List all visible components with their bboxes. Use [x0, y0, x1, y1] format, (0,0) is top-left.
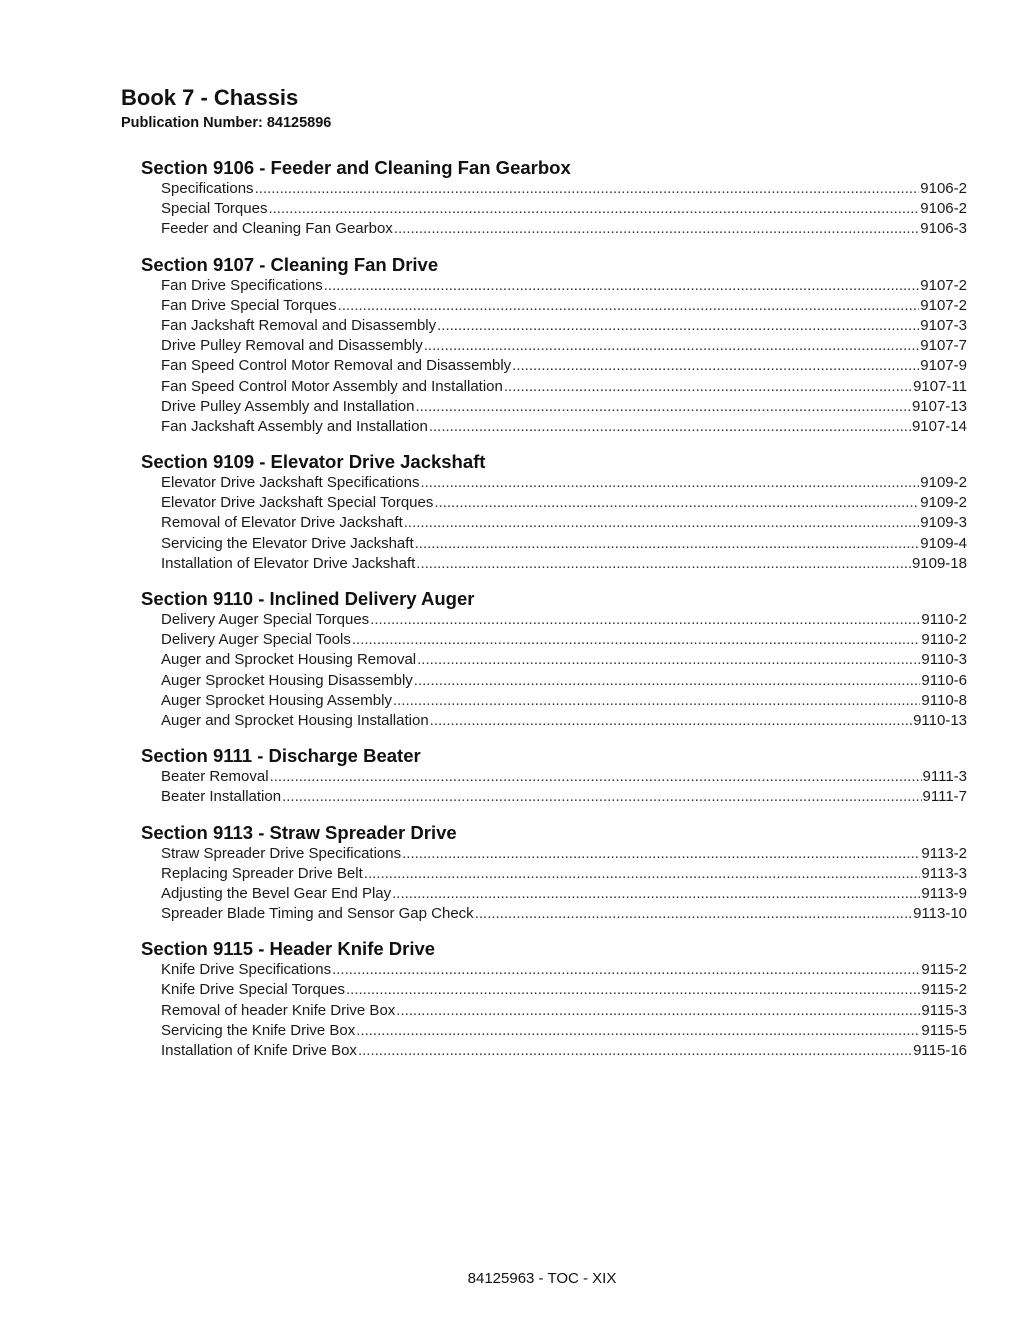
dot-leader — [358, 1041, 912, 1061]
toc-entry — [161, 671, 967, 691]
entry-page-number: 9113-9 — [921, 884, 967, 902]
toc-section — [141, 450, 967, 574]
entry-label: Elevator Drive Jackshaft Specifications — [161, 474, 420, 492]
toc-entry — [161, 554, 967, 574]
entry-label: Special Torques — [161, 200, 268, 218]
toc-entry — [161, 296, 967, 316]
dot-leader — [352, 630, 921, 650]
entry-page-number: 9113-3 — [921, 864, 967, 882]
toc-section — [141, 587, 967, 731]
entry-page-number: 9115-5 — [921, 1021, 967, 1039]
dot-leader — [402, 844, 920, 864]
entry-label: Adjusting the Bevel Gear End Play — [161, 884, 392, 902]
entry-label: Beater Removal — [161, 768, 269, 786]
dot-leader — [324, 276, 920, 296]
toc-entry — [161, 610, 967, 630]
toc-entry — [161, 534, 967, 554]
section-title: Section 9113 - Straw Spreader Drive — [141, 821, 457, 843]
toc-entry — [161, 417, 967, 437]
entry-page-number: 9107-2 — [920, 296, 967, 314]
toc-entry — [161, 356, 967, 376]
dot-leader — [370, 610, 920, 630]
publication-number: Publication Number: 84125896 — [121, 115, 332, 131]
section-entries — [141, 473, 967, 574]
toc-entry — [161, 960, 967, 980]
dot-leader — [430, 711, 912, 731]
toc-entry — [161, 219, 967, 239]
dot-leader — [424, 336, 920, 356]
entry-page-number: 9110-13 — [913, 711, 967, 729]
toc-entry — [161, 473, 967, 493]
toc-section — [141, 937, 967, 1061]
toc-section — [141, 821, 967, 925]
dot-leader — [396, 1001, 920, 1021]
entry-label: Specifications — [161, 180, 254, 197]
entry-label: Fan Drive Special Torques — [161, 296, 337, 314]
entry-label: Servicing the Knife Drive Box — [161, 1021, 356, 1039]
entry-page-number: 9107-9 — [920, 357, 967, 375]
toc-entry — [161, 1001, 967, 1021]
entry-label: Delivery Auger Special Tools — [161, 631, 351, 649]
entry-label: Fan Jackshaft Removal and Disassembly — [161, 316, 437, 334]
entry-page-number: 9109-18 — [911, 554, 967, 572]
entry-page-number: 9115-2 — [921, 961, 967, 979]
dot-leader — [504, 377, 912, 397]
dot-leader — [416, 554, 911, 574]
toc-entry — [161, 397, 967, 417]
section-title: Section 9115 - Header Knife Drive — [141, 938, 436, 960]
entry-page-number: 9107-13 — [911, 397, 967, 415]
entry-page-number: 9109-4 — [920, 534, 967, 552]
toc-entry — [161, 513, 967, 533]
dot-leader — [420, 473, 919, 493]
entry-label: Fan Jackshaft Assembly and Installation — [161, 417, 428, 435]
entry-page-number: 9111-7 — [922, 788, 967, 806]
dot-leader — [255, 179, 920, 199]
toc-entry — [161, 864, 967, 884]
section-entries — [141, 960, 967, 1061]
dot-leader — [270, 767, 922, 787]
dot-leader — [392, 884, 920, 904]
entry-label: Beater Installation — [161, 788, 282, 806]
entry-page-number: 9107-11 — [913, 377, 967, 395]
toc-entry — [161, 276, 967, 296]
entry-label: Feeder and Cleaning Fan Gearbox — [161, 220, 393, 238]
toc-entry — [161, 844, 967, 864]
entry-label: Auger and Sprocket Housing Removal — [161, 651, 417, 669]
section-entries — [141, 844, 967, 925]
entry-label: Delivery Auger Special Torques — [161, 611, 370, 628]
toc-entry — [161, 493, 967, 513]
toc-section — [141, 156, 967, 240]
toc-entry — [161, 199, 967, 219]
dot-leader — [475, 904, 912, 924]
entry-page-number: 9106-3 — [920, 220, 967, 238]
entry-label: Fan Speed Control Motor Removal and Disassembly — [161, 357, 512, 375]
entry-page-number: 9110-6 — [921, 671, 967, 689]
toc-entry — [161, 377, 967, 397]
dot-leader — [437, 316, 919, 336]
entry-label: Fan Drive Specifications — [161, 276, 323, 294]
section-entries — [141, 179, 967, 240]
entry-label: Auger Sprocket Housing Disassembly — [161, 671, 413, 689]
entry-page-number: 9113-10 — [913, 905, 967, 923]
footer-text: 84125963 - TOC - XIX — [467, 1270, 617, 1287]
dot-leader — [364, 864, 921, 884]
entry-page-number: 9110-8 — [921, 691, 967, 709]
toc-entry — [161, 884, 967, 904]
section-title: Section 9107 - Cleaning Fan Drive — [141, 253, 439, 275]
dot-leader — [404, 513, 920, 533]
dot-leader — [415, 534, 920, 554]
dot-leader — [417, 650, 920, 670]
entry-label: Removal of Elevator Drive Jackshaft — [161, 514, 403, 532]
entry-label: Auger Sprocket Housing Assembly — [161, 691, 392, 709]
entry-page-number: 9110-2 — [921, 611, 967, 628]
toc-entry — [161, 980, 967, 1000]
toc-section — [141, 744, 967, 807]
entry-label: Knife Drive Specifications — [161, 961, 332, 979]
dot-leader — [346, 980, 920, 1000]
entry-page-number: 9111-3 — [922, 768, 967, 786]
dot-leader — [434, 493, 919, 513]
entry-page-number: 9110-2 — [921, 631, 967, 649]
toc-entry — [161, 904, 967, 924]
dot-leader — [393, 691, 920, 711]
entry-label: Knife Drive Special Torques — [161, 981, 345, 999]
section-entries — [141, 276, 967, 438]
entry-label: Fan Speed Control Motor Assembly and Installation — [161, 377, 503, 395]
dot-leader — [356, 1021, 920, 1041]
entry-label: Drive Pulley Assembly and Installation — [161, 397, 415, 415]
section-entries — [141, 767, 967, 807]
section-title: Section 9111 - Discharge Beater — [141, 745, 421, 767]
entry-page-number: 9115-3 — [921, 1001, 967, 1019]
entry-page-number: 9107-3 — [920, 316, 967, 334]
entry-label: Removal of header Knife Drive Box — [161, 1001, 396, 1019]
toc-entry — [161, 650, 967, 670]
dot-leader — [268, 199, 919, 219]
dot-leader — [415, 397, 910, 417]
toc-entry — [161, 1021, 967, 1041]
section-entries — [141, 610, 967, 731]
toc-entry — [161, 1041, 967, 1061]
entry-label: Straw Spreader Drive Specifications — [161, 844, 402, 862]
entry-page-number: 9109-2 — [920, 474, 967, 492]
entry-page-number: 9115-16 — [913, 1042, 967, 1059]
entry-page-number: 9109-2 — [920, 494, 967, 512]
toc-entry — [161, 767, 967, 787]
entry-label: Drive Pulley Removal and Disassembly — [161, 337, 423, 355]
entry-page-number: 9109-3 — [920, 514, 967, 532]
entry-label: Elevator Drive Jackshaft Special Torques — [161, 494, 434, 512]
dot-leader — [429, 417, 911, 437]
toc-section — [141, 253, 967, 438]
entry-label: Installation of Knife Drive Box — [161, 1042, 357, 1059]
entry-page-number: 9106-2 — [920, 200, 967, 218]
toc-entry — [161, 316, 967, 336]
entry-page-number: 9107-7 — [920, 337, 967, 355]
entry-label: Servicing the Elevator Drive Jackshaft — [161, 534, 414, 552]
toc-entry — [161, 691, 967, 711]
entry-page-number: 9115-2 — [921, 981, 967, 999]
dot-leader — [282, 787, 921, 807]
entry-page-number: 9107-2 — [920, 276, 967, 294]
dot-leader — [332, 960, 920, 980]
toc-sections — [141, 156, 967, 1074]
toc-entry — [161, 336, 967, 356]
toc-entry — [161, 179, 967, 199]
toc-entry — [161, 630, 967, 650]
book-title: Book 7 - Chassis — [121, 85, 299, 110]
entry-label: Auger and Sprocket Housing Installation — [161, 711, 429, 729]
entry-page-number: 9110-3 — [921, 651, 967, 669]
dot-leader — [394, 219, 919, 239]
section-title: Section 9106 - Feeder and Cleaning Fan Gearbox — [141, 157, 571, 178]
entry-page-number: 9106-2 — [920, 180, 967, 197]
section-title: Section 9110 - Inclined Delivery Auger — [141, 588, 475, 609]
entry-label: Replacing Spreader Drive Belt — [161, 864, 363, 882]
entry-page-number: 9113-2 — [921, 844, 967, 862]
entry-label: Spreader Blade Timing and Sensor Gap Check — [161, 905, 474, 923]
toc-entry — [161, 787, 967, 807]
dot-leader — [338, 296, 920, 316]
entry-page-number: 9107-14 — [911, 417, 967, 435]
entry-label: Installation of Elevator Drive Jackshaft — [161, 554, 416, 572]
toc-entry — [161, 711, 967, 731]
section-title: Section 9109 - Elevator Drive Jackshaft — [141, 451, 486, 473]
dot-leader — [512, 356, 919, 376]
dot-leader — [414, 671, 921, 691]
page-footer — [0, 1269, 1024, 1289]
